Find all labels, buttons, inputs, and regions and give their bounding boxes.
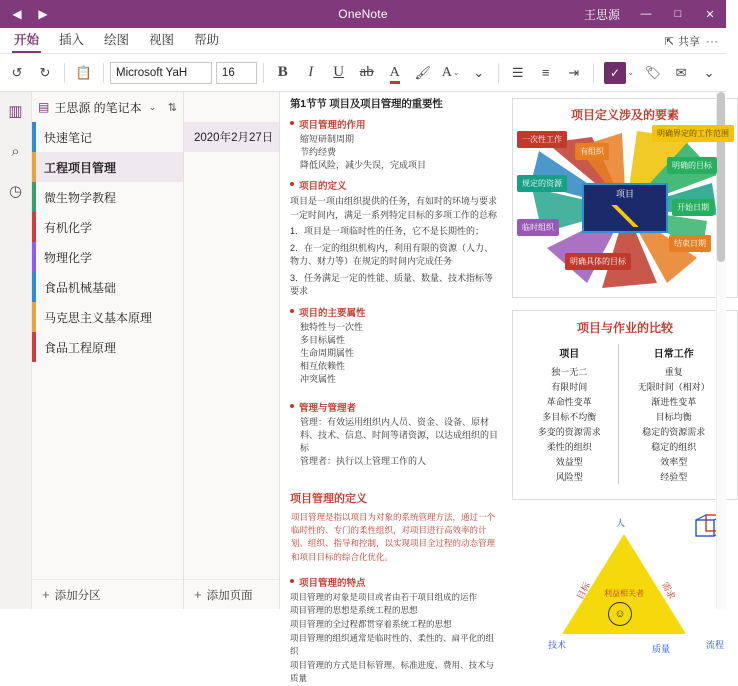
- ribbon-overflow-button[interactable]: ···: [706, 34, 718, 48]
- mindmap-node: 明确具体的目标: [565, 253, 631, 270]
- bullet-heading: 项目的主要属性: [290, 305, 500, 319]
- search-icon[interactable]: ⌕: [11, 142, 20, 160]
- sub-line: 生命周期属性: [300, 347, 355, 358]
- mindmap-node: 临时组织: [517, 219, 559, 236]
- tab-help[interactable]: 帮助: [194, 33, 220, 47]
- cell: 目标均衡: [618, 409, 729, 424]
- mindmap-center-label: 项目: [615, 189, 634, 199]
- mindmap-body: [517, 123, 733, 293]
- recent-notes-icon[interactable]: ◷: [8, 183, 23, 200]
- cell: 效益型: [555, 457, 583, 467]
- tab-insert[interactable]: 插入: [59, 33, 85, 47]
- add-section-button[interactable]: [32, 579, 183, 609]
- indent-icon[interactable]: ⇥: [568, 64, 580, 80]
- bold-button[interactable]: B: [277, 64, 288, 80]
- table-row: [521, 364, 729, 379]
- section-label: 工程项目管理: [44, 160, 117, 175]
- red-paragraph: 项目管理是指以项目为对象的系统管理方法，通过一个临时性的、专门的柔性组织，对项目进行高效率的计划、组织、指导和控制，以实现项目全过程的动态管理和项目目标的综合化优化。: [291, 512, 496, 562]
- notes-text-column[interactable]: [290, 96, 500, 686]
- tab-view[interactable]: 视图: [149, 33, 175, 47]
- cell: 独一无二: [551, 367, 588, 377]
- mindmap-node: 有组织: [575, 143, 609, 160]
- ordered-line: 1．项目是一项临时性的任务，它不是长期性的；: [290, 226, 485, 237]
- plus-icon: +: [42, 587, 50, 602]
- page-title: 第1节节 项目及项目管理的重要性: [290, 98, 443, 110]
- font-color-icon: A: [390, 66, 400, 80]
- sub-line: 项目管理的对象是项目或者由若干项目组成的运作: [290, 591, 478, 602]
- checkbox-icon: ✓: [604, 62, 627, 84]
- table-row: [521, 409, 729, 424]
- cell: 重复: [618, 364, 729, 379]
- triangle-corner-label: 流程: [706, 640, 725, 650]
- sub-line: 缩短研制周期: [300, 134, 355, 144]
- sub-line: 相互依赖性: [300, 360, 346, 371]
- page-pane: [184, 92, 280, 609]
- table-row: [521, 379, 729, 394]
- app-title: OneNote: [338, 7, 388, 21]
- table-row: [521, 424, 729, 439]
- section-label: 微生物学教程: [44, 190, 117, 205]
- section-item-marxism[interactable]: [32, 302, 183, 332]
- triangle-right-label: 质量: [652, 644, 671, 654]
- ribbon-separator-3: [263, 63, 264, 83]
- table-header-row: [521, 344, 729, 364]
- paste-icon[interactable]: 📋: [75, 64, 93, 80]
- notebook-pane: [32, 92, 184, 609]
- comparison-title: 项目与作业的比较: [576, 321, 673, 335]
- ribbon-tabs: [0, 28, 726, 54]
- clear-formatting-button[interactable]: A ⌄: [441, 64, 460, 80]
- ribbon-toolbar: [0, 54, 726, 92]
- tab-home[interactable]: 开始: [4, 27, 49, 53]
- triangle-inner-label: 利益相关者: [604, 589, 644, 598]
- tag-icon[interactable]: 🏷: [644, 64, 662, 80]
- strikethrough-button[interactable]: ab: [359, 64, 374, 80]
- page-item[interactable]: [184, 122, 279, 152]
- section-list: [32, 122, 183, 579]
- chevron-down-icon[interactable]: ⌄: [148, 101, 157, 112]
- cell: 柔性的组织: [546, 442, 592, 452]
- mindmap-node: 规定的资源: [517, 175, 567, 192]
- forward-arrow-icon[interactable]: ▶: [38, 7, 48, 21]
- mindmap-node: 明确的目标: [667, 157, 717, 174]
- cube-doodle-icon: [692, 512, 732, 551]
- page-content: [280, 92, 729, 684]
- ordered-line: 3．任务满足一定的性能、质量、数量、技术指标等要求: [290, 272, 494, 297]
- app-body: [0, 92, 729, 684]
- section-item-quick-notes[interactable]: [32, 122, 183, 152]
- comparison-table-image[interactable]: [512, 310, 738, 500]
- page-list: [184, 122, 279, 579]
- font-name-input[interactable]: Microsoft YaH: [110, 62, 212, 84]
- mindmap-node: 一次性工作: [517, 131, 567, 148]
- title-bar-right: [574, 0, 726, 28]
- section-label: 快速笔记: [44, 130, 93, 145]
- section-item-project-management[interactable]: [32, 152, 183, 182]
- sub-line: 项目管理的组织通常是临时性的、柔性的、扁平化的组织: [290, 632, 495, 657]
- triangle-right-edge-label: 需求: [659, 580, 678, 602]
- table-row: [521, 454, 729, 469]
- section-item-food-engineering[interactable]: [32, 332, 183, 362]
- sub-line: 项目管理的思想是系统工程的思想: [290, 605, 418, 616]
- cell: 多目标不均衡: [542, 412, 597, 422]
- tab-draw[interactable]: 绘图: [104, 33, 130, 47]
- triangle-left-label: 技术: [548, 640, 567, 650]
- plus-icon: +: [194, 587, 202, 602]
- section-item-physical-chemistry[interactable]: [32, 242, 183, 272]
- cube-svg: [692, 512, 732, 546]
- close-button[interactable]: ✕: [705, 8, 715, 21]
- cell: 风险型: [555, 472, 583, 482]
- cell: 经验型: [618, 469, 729, 484]
- section-item-organic-chemistry[interactable]: [32, 212, 183, 242]
- undo-icon[interactable]: ↺: [11, 64, 23, 80]
- mindmap-center-node: [582, 183, 668, 233]
- sub-line: 节约经费: [300, 147, 337, 158]
- chart-sparkline-icon: [590, 205, 660, 227]
- column-header-project: 项目: [559, 349, 580, 360]
- todo-tag-button[interactable]: [600, 59, 638, 87]
- mindmap-node: 结束日期: [669, 235, 711, 252]
- title-bar: [0, 0, 726, 28]
- comparison-table: [521, 344, 729, 484]
- notebook-header[interactable]: [32, 92, 183, 122]
- email-chevron-down-icon[interactable]: ⌄: [703, 64, 715, 80]
- cell: 有限时间: [551, 382, 588, 392]
- back-arrow-icon[interactable]: ◀: [12, 7, 22, 21]
- sub-line: 多目标属性: [300, 334, 346, 345]
- ribbon-separator-2: [103, 63, 104, 83]
- minimize-button[interactable]: —: [640, 8, 652, 20]
- note-canvas[interactable]: [280, 92, 729, 684]
- share-icon: ⇱: [664, 35, 674, 48]
- mindmap-image[interactable]: [512, 98, 738, 298]
- section-label: 有机化学: [44, 220, 93, 235]
- font-size-input[interactable]: 16: [216, 62, 257, 84]
- number-list-icon[interactable]: ≡: [541, 65, 550, 80]
- notebooks-icon[interactable]: ▥: [8, 103, 23, 120]
- redo-icon[interactable]: ↻: [39, 64, 51, 80]
- cell: 无限时间（相对）: [618, 379, 729, 394]
- font-options-chevron-icon[interactable]: ⌄: [473, 64, 485, 80]
- underline-button[interactable]: U: [333, 64, 345, 80]
- cell: 渐进性变革: [618, 394, 729, 409]
- ribbon-separator-4: [498, 63, 499, 83]
- italic-button[interactable]: I: [308, 64, 314, 80]
- email-page-icon[interactable]: ✉: [675, 64, 687, 80]
- page-pane-spacer: [184, 92, 279, 122]
- clear-format-icon: A: [441, 64, 452, 80]
- sub-line: 管理：有效运用组织内人员、资金、设备、原材料、技术、信息、时间等诸资源，以达成组织的目标: [300, 416, 499, 453]
- bullet-list-icon[interactable]: ☰: [511, 64, 524, 80]
- smiley-face-icon: ☺: [608, 602, 632, 626]
- paragraph: 项目是一项由组织提供的任务，有如时的环境与要求一定时间内，满足一系列特定目标的多项工作的总称: [290, 196, 498, 220]
- add-page-button[interactable]: [184, 579, 279, 609]
- vertical-scrollbar[interactable]: [716, 92, 726, 609]
- table-row: [521, 469, 729, 484]
- cell: 多变的资源需求: [537, 427, 601, 437]
- highlighter-icon[interactable]: 🖌: [414, 64, 431, 80]
- add-section-label: 添加分区: [54, 589, 101, 602]
- title-bar-nav: [0, 3, 54, 25]
- cell: 稳定的资源需求: [618, 424, 729, 439]
- bullet-heading: 管理与管理者: [290, 400, 500, 414]
- section-label: 物理化学: [44, 250, 93, 265]
- left-rail: [0, 92, 32, 609]
- bullet-heading: 项目管理的作用: [290, 117, 500, 131]
- page-label: 2020年2月27日: [194, 132, 274, 144]
- notebook-title: 王思源 的笔记本: [54, 100, 142, 115]
- section-label: 马克思主义基本原理: [44, 310, 153, 325]
- sub-line: 管理者：执行以上管理工作的人: [300, 456, 427, 467]
- font-color-button[interactable]: [382, 59, 408, 87]
- sort-icon[interactable]: ⇅: [167, 101, 177, 114]
- triangle-left-edge-label: 目标: [574, 580, 593, 602]
- sub-line: 独特性与一次性: [300, 321, 364, 332]
- section-label: 食品机械基础: [44, 280, 117, 295]
- mindmap-node: 明确界定的工作范围: [652, 125, 734, 142]
- cell: 革命性变革: [546, 397, 592, 407]
- cell: 稳定的组织: [618, 439, 729, 454]
- ribbon-separator-1: [64, 63, 65, 83]
- bullet-heading: 项目管理的特点: [290, 575, 500, 589]
- bullet-heading: 项目的定义: [290, 178, 500, 192]
- section-item-microbiology[interactable]: [32, 182, 183, 212]
- add-page-label: 添加页面: [206, 589, 253, 602]
- ordered-line: 2．在一定的组织机构内，利用有限的资源（人力、物力、财力等）在规定的时间内完成任务: [290, 242, 494, 267]
- sub-line: 冲突属性: [300, 373, 337, 384]
- mindmap-node: 开始日期: [672, 199, 714, 216]
- maximize-button[interactable]: □: [674, 8, 682, 20]
- table-row: [521, 439, 729, 454]
- scrollbar-thumb[interactable]: [717, 92, 725, 262]
- triangle-apex-label: 人: [616, 518, 626, 528]
- cell: 效率型: [618, 454, 729, 469]
- todo-chevron-down-icon[interactable]: ⌄: [627, 68, 635, 77]
- sub-line: 项目管理的全过程都贯穿着系统工程的思想: [290, 618, 452, 629]
- account-name[interactable]: 王思源: [583, 7, 620, 22]
- section-item-food-machinery[interactable]: [32, 272, 183, 302]
- triangle-sketch[interactable]: [512, 512, 738, 672]
- sub-line: 项目管理的方式是目标管理、标准进度、费用、技术与质量: [290, 659, 495, 684]
- table-row: [521, 394, 729, 409]
- ribbon-separator-5: [593, 63, 594, 83]
- mindmap-title: 项目定义涉及的要素: [570, 108, 679, 122]
- section-label: 食品工程原理: [44, 340, 117, 355]
- red-heading: 项目管理的定义: [290, 493, 367, 506]
- column-header-routine: 日常工作: [618, 344, 729, 364]
- share-button[interactable]: ⇱ 共享: [664, 35, 700, 48]
- notebook-icon: ▤: [38, 100, 50, 114]
- sub-line: 降低风险，减少失误，完成项目: [300, 160, 427, 171]
